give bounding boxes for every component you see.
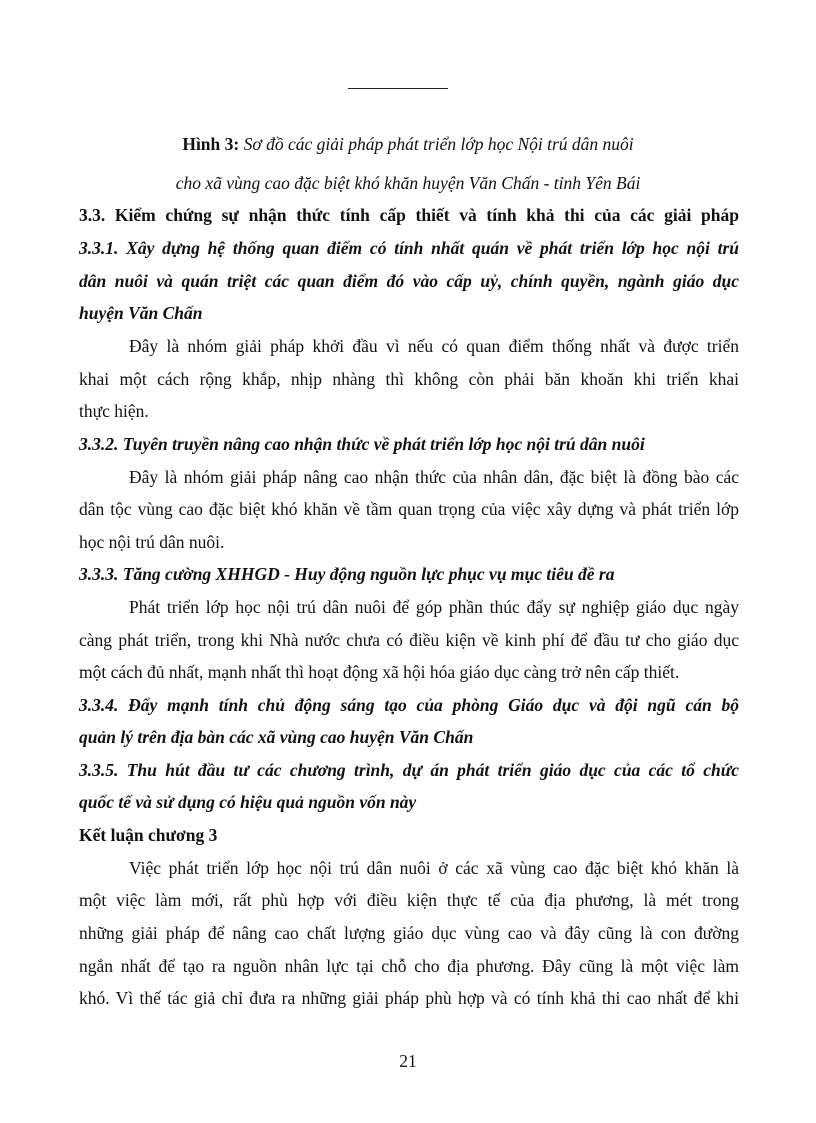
section-3-3-4-heading-line: 3.3.4. Đẩy mạnh tính chủ động sáng tạo của phòng Giáo dục và đội ngũ cán bộ [79,695,739,715]
section-3-3-5-heading-line: quốc tế và sử dụng có hiệu quả nguồn vốn này [79,792,417,812]
paragraph-line: dân tộc vùng cao đặc biệt khó khăn về tầm quan trọng của việc xây dựng và phát triển lớp [79,499,739,519]
paragraph-line: càng phát triển, trong khi Nhà nước chưa có điều kiện về kinh phí để đầu tư cho giáo dục [79,630,739,650]
figure-label: Hình 3: [182,134,240,154]
paragraph-line: Đây là nhóm giải pháp khởi đầu vì nếu có quan điểm thống nhất và được triển [129,336,739,356]
section-3-3-1-heading-line: huyện Văn Chấn [79,303,203,323]
section-3-3-4-heading-line: quản lý trên địa bàn các xã vùng cao huyện Văn Chấn [79,727,474,747]
paragraph-line: Đây là nhóm giải pháp nâng cao nhận thức của nhân dân, đặc biệt là đồng bào các [129,467,739,487]
paragraph-line: một việc làm mới, rất phù hợp với điều kiện thực tế của địa phương, là mét trong [79,890,739,910]
section-3-3-heading: 3.3. Kiểm chứng sự nhận thức tính cấp thiết và tính khả thi của các giải pháp [79,205,739,225]
paragraph-line: Việc phát triển lớp học nội trú dân nuôi ở các xã vùng cao đặc biệt khó khăn là [129,858,739,878]
section-3-3-5-heading-line: 3.3.5. Thu hút đầu tư các chương trình, dự án phát triển giáo dục của các tổ chức [79,760,739,780]
separator-rule [348,88,448,89]
section-3-3-2-heading: 3.3.2. Tuyên truyền nâng cao nhận thức về phát triển lớp học nội trú dân nuôi [79,434,645,454]
section-3-3-3-heading: 3.3.3. Tăng cường XHHGD - Huy động nguồn lực phục vụ mục tiêu đề ra [79,564,615,584]
figure-caption-line-1 [60,126,756,162]
paragraph-line: học nội trú dân nuôi. [79,532,225,552]
paragraph-line: khai một cách rộng khắp, nhịp nhàng thì không còn phải băn khoăn khi triển khai [79,369,739,389]
section-3-3-1-heading-line: 3.3.1. Xây dựng hệ thống quan điểm có tính nhất quán về phát triển lớp học nội trú [79,238,739,258]
paragraph-line: khó. Vì thế tác giả chỉ đưa ra những giải pháp phù hợp và có tính khả thi cao nhất để khi [79,988,739,1008]
figure-caption-text-2: cho xã vùng cao đặc biệt khó khăn huyện Văn Chấn - tỉnh Yên Bái [175,173,641,193]
figure-caption-line-2 [60,165,756,201]
paragraph-line: Phát triển lớp học nội trú dân nuôi để góp phần thúc đẩy sự nghiệp giáo dục ngày [129,597,739,617]
section-3-3-1-heading-line: dân nuôi và quán triệt các quan điểm đó vào cấp uỷ, chính quyền, ngành giáo dục [79,271,739,291]
conclusion-heading: Kết luận chương 3 [79,825,218,845]
paragraph-line: những giải pháp để nâng cao chất lượng giáo dục vùng cao và đây cũng là con đường [79,923,739,943]
paragraph-line: một cách đủ nhất, mạnh nhất thì hoạt động xã hội hóa giáo dục càng trở nên cấp thiết. [79,662,680,682]
page-number: 21 [399,1051,417,1071]
figure-caption-text-1: Sơ đồ các giải pháp phát triển lớp học Nội trú dân nuôi [243,134,634,154]
paragraph-line: thực hiện. [79,401,149,421]
paragraph-line: ngắn nhất để tạo ra nguồn nhân lực tại chỗ cho địa phương. Đây cũng là một việc làm [79,956,739,976]
